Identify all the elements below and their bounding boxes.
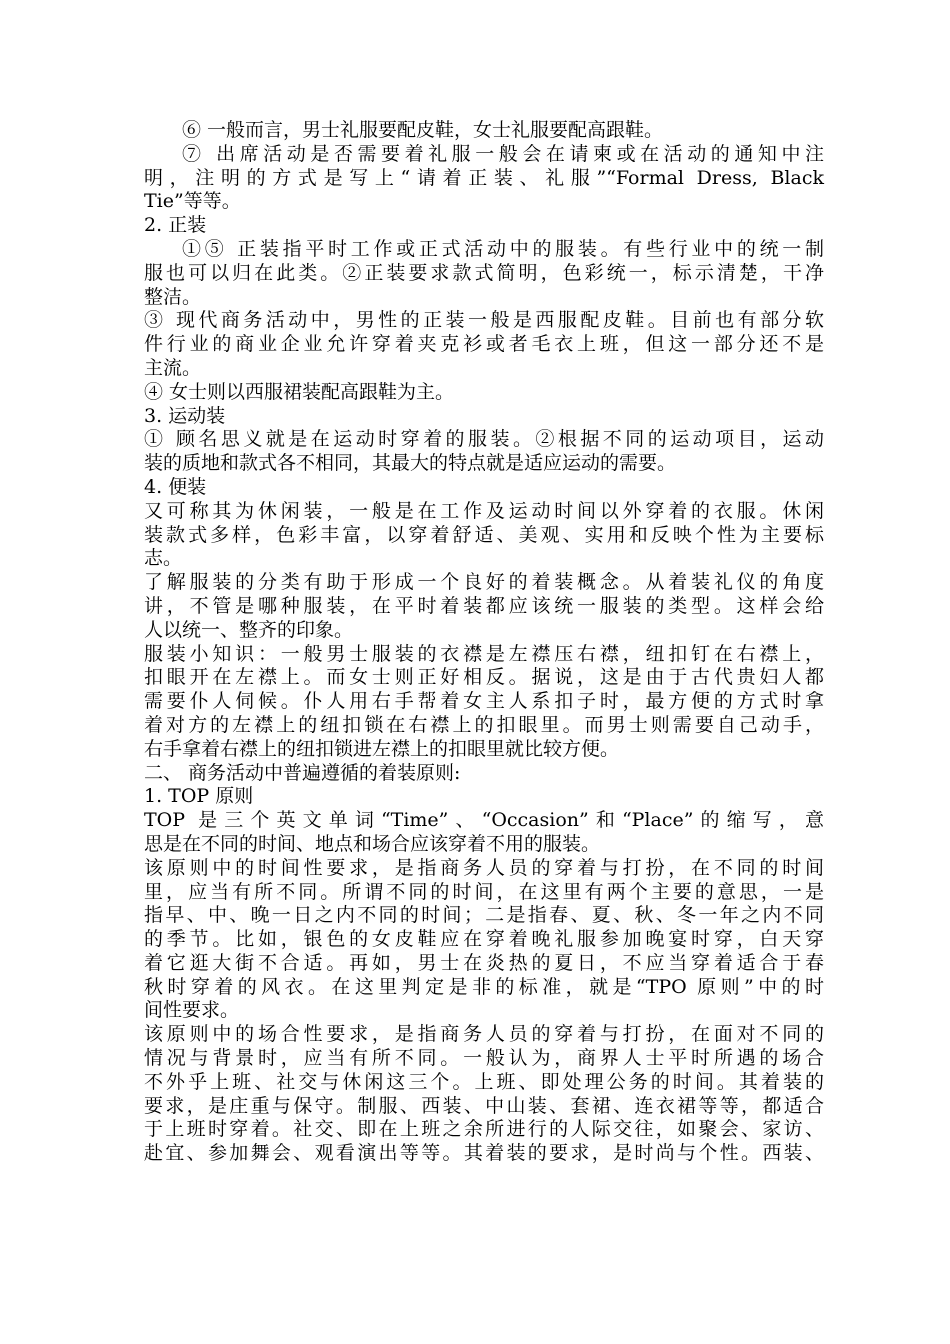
- text-line: 间性要求。: [144, 999, 240, 1022]
- text-line: ①⑤ 正装指平时工作或正式活动中的服装。有些行业中的统一制: [182, 237, 824, 260]
- text-line: 该原则中的场合性要求，是指商务人员的穿着与打扮，在面对不同的: [144, 1023, 824, 1046]
- text-line: ⑥ 一般而言，男士礼服要配皮鞋，女士礼服要配高跟鞋。: [182, 119, 664, 141]
- text-line: 着对方的左襟上的纽扣锁在右襟上的扣眼里。而男士则需要自己动手，: [144, 713, 824, 736]
- text-line: TOP 是三个英文单词“Time”、“Occasion”和“Place”的缩写，意: [144, 809, 824, 832]
- text-line: ③ 现代商务活动中，男性的正装一般是西服配皮鞋。目前也有部分软: [144, 309, 824, 332]
- text-line: 于上班时穿着。社交、即在上班之余所进行的人际交往，如聚会、家访、: [144, 1118, 824, 1141]
- text-line: ④ 女士则以西服裙装配高跟鞋为主。: [144, 380, 455, 403]
- text-line: 的季节。比如，银色的女皮鞋应在穿着晚礼服参加晚宴时穿，白天穿: [144, 928, 824, 951]
- text-line: 2. 正装: [144, 214, 207, 237]
- text-line: 人以统一、整齐的印象。: [144, 618, 354, 641]
- text-line: 服也可以归在此类。②正装要求款式简明，色彩统一，标示清楚，干净: [144, 261, 824, 284]
- text-line: 主流。: [144, 356, 202, 379]
- text-line: 二、 商务活动中普遍遵循的着装原则:: [144, 761, 461, 784]
- text-line: 指早、中、晚一日之内不同的时间；二是指春、夏、秋、冬一年之内不同: [144, 904, 824, 927]
- text-line: 又可称其为休闲装，一般是在工作及运动时间以外穿着的衣服。休闲: [144, 499, 824, 522]
- text-line: 服装小知识：一般男士服装的衣襟是左襟压右襟，纽扣钉在右襟上，: [144, 642, 824, 665]
- text-line: 着它逛大街不合适。再如，男士在炎热的夏日，不应当穿着适合于春: [144, 951, 824, 974]
- text-line: 要求，是庄重与保守。制服、西装、中山装、套裙、连衣裙等等，都适合: [144, 1094, 824, 1117]
- text-line: 思是在不同的时间、地点和场合应该穿着不用的服装。: [144, 832, 601, 855]
- text-line: 情况与背景时，应当有所不同。一般认为，商界人士平时所遇的场合: [144, 1047, 824, 1070]
- text-line: 赴宜、参加舞会、观看演出等等。其着装的要求，是时尚与个性。西装、: [144, 1142, 824, 1165]
- text-line: 3. 运动装: [144, 404, 226, 427]
- text-line: 秋时穿着的风衣。在这里判定是非的标准，就是“TPO 原则”中的时: [144, 975, 824, 998]
- text-line: 讲，不管是哪种服装，在平时着装都应该统一服装的类型。这样会给: [144, 594, 824, 617]
- text-line: 整洁。: [144, 285, 202, 308]
- text-line: 件行业的商业企业允许穿着夹克衫或者毛衣上班，但这一部分还不是: [144, 333, 824, 356]
- text-line: 志。: [144, 547, 183, 570]
- text-line: 需要仆人伺候。仆人用右手帮着女主人系扣子时，最方便的方式时拿: [144, 690, 824, 713]
- text-line: Tie”等等。: [144, 190, 241, 213]
- text-line: 4. 便装: [144, 475, 207, 498]
- text-line: 扣眼开在左襟上。而女士则正好相反。据说，这是由于古代贵妇人都: [144, 666, 824, 689]
- text-line: 了解服装的分类有助于形成一个良好的着装概念。从着装礼仪的角度: [144, 571, 824, 594]
- text-line: 1. TOP 原则: [144, 785, 254, 808]
- text-line: 装的质地和款式各不相同，其最大的特点就是适应运动的需要。: [144, 452, 677, 475]
- text-line: 装款式多样，色彩丰富，以穿着舒适、美观、实用和反映个性为主要标: [144, 523, 824, 546]
- text-line: ⑦ 出席活动是否需要着礼服一般会在请柬或在活动的通知中注: [182, 142, 824, 165]
- text-line: ① 顾名思义就是在运动时穿着的服装。②根据不同的运动项目，运动: [144, 428, 824, 451]
- document-body: [144, 119, 824, 1166]
- text-line: 该原则中的时间性要求，是指商务人员的穿着与打扮，在不同的时间: [144, 856, 824, 879]
- text-line: 里，应当有所不同。所谓不同的时间，在这里有两个主要的意思，一是: [144, 880, 824, 903]
- text-line: 右手拿着右襟上的纽扣锁进左襟上的扣眼里就比较方便。: [144, 737, 620, 760]
- text-line: 明，注明的方式是写上“请着正装、礼服”“Formal Dress, Black: [144, 166, 824, 189]
- text-line: 不外乎上班、社交与休闲这三个。上班、即处理公务的时间。其着装的: [144, 1070, 824, 1093]
